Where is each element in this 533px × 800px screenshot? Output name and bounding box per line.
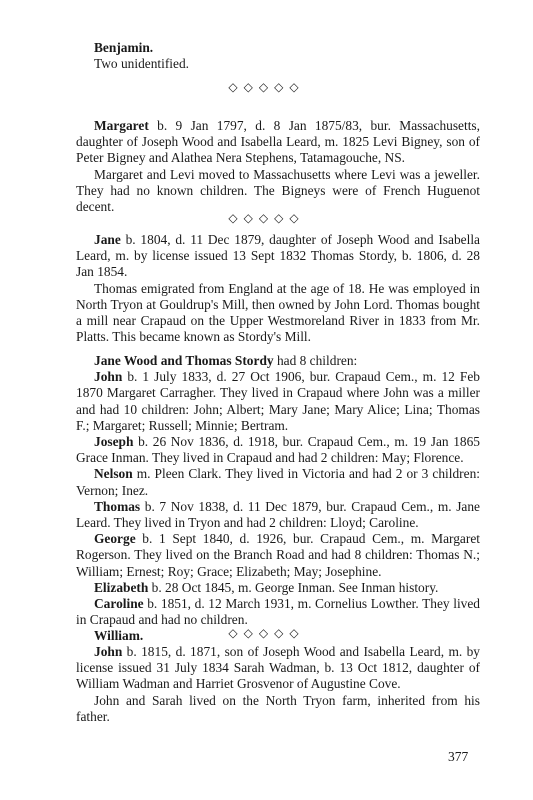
child-name: William. bbox=[94, 628, 144, 644]
paragraph-text: Thomas emigrated from England at the age of 18. He was employed in North Tryon at Gouldrup's Mill, then owned by John Lord. Thomas bought a mill near Crapaud on the Upper Westmoreland River in 1833 from Mr. Platts. This became known as Stordy's Mill. bbox=[76, 280, 480, 345]
section-margaret bbox=[76, 118, 480, 215]
section-separator: ◇◇◇◇◇ bbox=[228, 80, 305, 94]
child-details: b. 7 Nov 1838, d. 11 Dec 1879, bur. Crapaud Cem., m. Jane Leard. They lived in Tryon and had 2 children: Lloyd; Caroline. bbox=[76, 498, 480, 531]
child-details: b. 28 Oct 1845, m. George Inman. See Inman history. bbox=[148, 579, 439, 595]
section-unidentified bbox=[76, 40, 480, 72]
child-name: Joseph bbox=[94, 434, 134, 450]
page-number: 377 bbox=[448, 749, 469, 764]
children-heading: Jane Wood and Thomas Stordy bbox=[94, 353, 274, 368]
paragraph-text: b. 1804, d. 11 Dec 1879, daughter of Joseph Wood and Isabella Leard, m. by license issued 13 Sept 1832 Thomas Stordy, b. 1806, d. 28 Jan 1854. bbox=[76, 232, 480, 280]
paragraph-text: b. 9 Jan 1797, d. 8 Jan 1875/83, bur. Massachusetts, daughter of Joseph Wood and Isabella Leard, m. 1825 Levi Bigney, son of Peter Bigney and Alathea Nera Stephens, Tatamagouche, NS. bbox=[76, 118, 480, 166]
child-name: George bbox=[94, 531, 136, 547]
person-name: Benjamin. bbox=[94, 40, 154, 55]
section-children bbox=[76, 353, 480, 645]
child-name: Thomas bbox=[94, 498, 141, 514]
person-name: Margaret bbox=[94, 118, 149, 133]
paragraph-text: b. 1815, d. 1871, son of Joseph Wood and Isabella Leard, m. by license issued 31 July 1834 Sarah Wadman, b. 13 Oct 1812, daughter of William Wadman and Harriet Grosvenor of Augustine Cove. bbox=[76, 644, 480, 692]
section-john bbox=[76, 644, 480, 725]
child-details: m. Pleen Clark. They lived in Victoria and had 2 or 3 children: Vernon; Inez. bbox=[76, 466, 480, 498]
person-name: John bbox=[94, 644, 123, 659]
paragraph-text: Two unidentified. bbox=[94, 56, 190, 72]
children-heading-rest: had 8 children: bbox=[273, 353, 358, 368]
child-name: Nelson bbox=[94, 466, 133, 482]
child-details: b. 1 July 1833, d. 27 Oct 1906, bur. Crapaud Cem., m. 12 Feb 1870 Margaret Carragher. They lived in Crapaud where John was a miller and had 10 children: John; Albert; Mary Jane; Mary Alice; Lina; Thomas F.; Margaret; Russell; Minnie; Bertram. bbox=[76, 369, 480, 433]
section-separator: ◇◇◇◇◇ bbox=[228, 211, 305, 225]
child-name: John bbox=[94, 369, 123, 385]
paragraph-text: John and Sarah lived on the North Tryon farm, inherited from his father. bbox=[76, 692, 480, 724]
child-name: Elizabeth bbox=[94, 579, 149, 595]
section-jane bbox=[76, 232, 480, 345]
person-name: Jane bbox=[94, 232, 121, 247]
child-details: b. 1 Sept 1840, d. 1926, bur. Crapaud Cem., m. Margaret Rogerson. They lived on the Branch Road and had 8 children: Thomas N.; William; Ernest; Roy; Grace; Elizabeth; May; Josephine. bbox=[76, 531, 480, 579]
paragraph-text: Margaret and Levi moved to Massachusetts where Levi was a jeweller. They had no known children. The Bigneys were of French Huguenot decent. bbox=[76, 166, 480, 215]
child-name: Caroline bbox=[94, 596, 144, 612]
child-details: b. 1851, d. 12 March 1931, m. Cornelius Lowther. They lived in Crapaud and had no children. bbox=[76, 596, 480, 628]
child-details: b. 26 Nov 1836, d. 1918, bur. Crapaud Cem., m. 19 Jan 1865 Grace Inman. They lived in Crapaud and had 2 children: May; Florence. bbox=[76, 434, 480, 466]
section-separator: ◇◇◇◇◇ bbox=[228, 626, 305, 640]
